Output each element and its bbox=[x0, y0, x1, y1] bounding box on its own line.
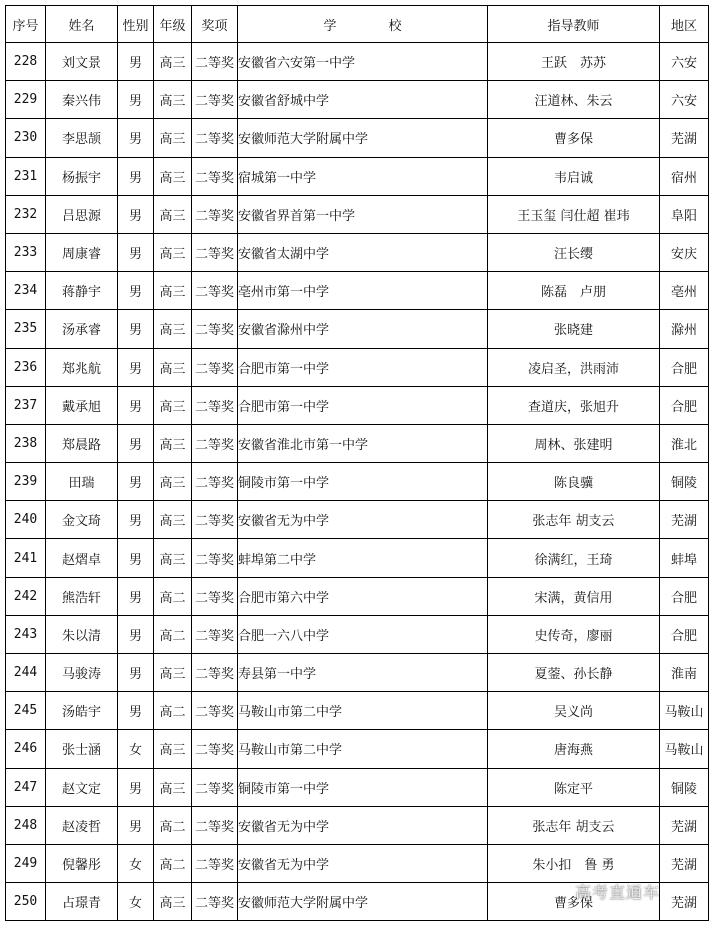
seq-cell: 231 bbox=[6, 157, 46, 195]
teacher-cell: 宋满，黄信用 bbox=[488, 577, 660, 615]
region-cell: 合肥 bbox=[660, 577, 709, 615]
school-cell: 合肥一六八中学 bbox=[238, 615, 488, 653]
region-cell: 滁州 bbox=[660, 310, 709, 348]
col-grade-header: 年级 bbox=[154, 6, 192, 43]
gender-cell: 男 bbox=[118, 501, 154, 539]
school-cell: 安徽师范大学附属中学 bbox=[238, 119, 488, 157]
seq-cell: 237 bbox=[6, 386, 46, 424]
gender-cell: 男 bbox=[118, 348, 154, 386]
col-name-header: 姓名 bbox=[46, 6, 118, 43]
name-cell: 马骏涛 bbox=[46, 654, 118, 692]
name-cell: 朱以清 bbox=[46, 615, 118, 653]
award-cell: 二等奖 bbox=[192, 883, 238, 921]
grade-cell: 高三 bbox=[154, 730, 192, 768]
seq-cell: 235 bbox=[6, 310, 46, 348]
teacher-cell: 夏蓥、孙长静 bbox=[488, 654, 660, 692]
region-cell: 安庆 bbox=[660, 233, 709, 271]
region-cell: 马鞍山 bbox=[660, 730, 709, 768]
school-cell: 合肥市第六中学 bbox=[238, 577, 488, 615]
award-cell: 二等奖 bbox=[192, 539, 238, 577]
gender-cell: 男 bbox=[118, 615, 154, 653]
name-cell: 汤承睿 bbox=[46, 310, 118, 348]
table-row bbox=[6, 844, 709, 882]
region-cell: 阜阳 bbox=[660, 195, 709, 233]
seq-cell: 233 bbox=[6, 233, 46, 271]
region-cell: 铜陵 bbox=[660, 463, 709, 501]
gender-cell: 女 bbox=[118, 730, 154, 768]
teacher-cell: 曹多保 bbox=[488, 119, 660, 157]
school-cell: 亳州市第一中学 bbox=[238, 272, 488, 310]
award-cell: 二等奖 bbox=[192, 692, 238, 730]
gender-cell: 男 bbox=[118, 768, 154, 806]
name-cell: 蒋静宇 bbox=[46, 272, 118, 310]
seq-cell: 238 bbox=[6, 424, 46, 462]
table-row bbox=[6, 463, 709, 501]
name-cell: 赵凌哲 bbox=[46, 806, 118, 844]
seq-cell: 249 bbox=[6, 844, 46, 882]
seq-cell: 248 bbox=[6, 806, 46, 844]
name-cell: 金文琦 bbox=[46, 501, 118, 539]
award-cell: 二等奖 bbox=[192, 768, 238, 806]
grade-cell: 高三 bbox=[154, 310, 192, 348]
name-cell: 熊浩轩 bbox=[46, 577, 118, 615]
award-cell: 二等奖 bbox=[192, 424, 238, 462]
grade-cell: 高三 bbox=[154, 501, 192, 539]
table-body bbox=[6, 43, 709, 921]
award-cell: 二等奖 bbox=[192, 386, 238, 424]
school-cell: 合肥市第一中学 bbox=[238, 386, 488, 424]
award-cell: 二等奖 bbox=[192, 310, 238, 348]
name-cell: 汤皓宇 bbox=[46, 692, 118, 730]
col-award-header: 奖项 bbox=[192, 6, 238, 43]
seq-cell: 241 bbox=[6, 539, 46, 577]
school-cell: 马鞍山市第二中学 bbox=[238, 730, 488, 768]
grade-cell: 高三 bbox=[154, 119, 192, 157]
watermark-text: 高考直通车 bbox=[575, 883, 661, 902]
table-row bbox=[6, 386, 709, 424]
table-row bbox=[6, 654, 709, 692]
school-cell: 马鞍山市第二中学 bbox=[238, 692, 488, 730]
school-cell: 安徽省无为中学 bbox=[238, 806, 488, 844]
gender-cell: 女 bbox=[118, 883, 154, 921]
teacher-cell: 张晓建 bbox=[488, 310, 660, 348]
name-cell: 倪馨彤 bbox=[46, 844, 118, 882]
grade-cell: 高三 bbox=[154, 386, 192, 424]
grade-cell: 高三 bbox=[154, 654, 192, 692]
teacher-cell: 凌启圣，洪雨沛 bbox=[488, 348, 660, 386]
school-cell: 安徽省六安第一中学 bbox=[238, 43, 488, 81]
teacher-cell: 王跃 苏苏 bbox=[488, 43, 660, 81]
grade-cell: 高三 bbox=[154, 233, 192, 271]
name-cell: 田瑞 bbox=[46, 463, 118, 501]
table-row bbox=[6, 501, 709, 539]
school-cell: 铜陵市第一中学 bbox=[238, 768, 488, 806]
table-row bbox=[6, 233, 709, 271]
name-cell: 李思颉 bbox=[46, 119, 118, 157]
header-row bbox=[6, 6, 709, 43]
grade-cell: 高三 bbox=[154, 768, 192, 806]
award-cell: 二等奖 bbox=[192, 348, 238, 386]
school-cell: 安徽省淮北市第一中学 bbox=[238, 424, 488, 462]
grade-cell: 高二 bbox=[154, 806, 192, 844]
school-cell: 合肥市第一中学 bbox=[238, 348, 488, 386]
gender-cell: 女 bbox=[118, 844, 154, 882]
region-cell: 芜湖 bbox=[660, 119, 709, 157]
award-cell: 二等奖 bbox=[192, 577, 238, 615]
school-cell: 安徽省界首第一中学 bbox=[238, 195, 488, 233]
teacher-cell: 张志年 胡支云 bbox=[488, 501, 660, 539]
name-cell: 郑晨路 bbox=[46, 424, 118, 462]
table-header bbox=[6, 6, 709, 43]
teacher-cell: 陈定平 bbox=[488, 768, 660, 806]
seq-cell: 230 bbox=[6, 119, 46, 157]
school-cell: 安徽省无为中学 bbox=[238, 501, 488, 539]
teacher-cell: 张志年 胡支云 bbox=[488, 806, 660, 844]
region-cell: 宿州 bbox=[660, 157, 709, 195]
grade-cell: 高三 bbox=[154, 883, 192, 921]
grade-cell: 高三 bbox=[154, 424, 192, 462]
award-cell: 二等奖 bbox=[192, 654, 238, 692]
gender-cell: 男 bbox=[118, 272, 154, 310]
award-cell: 二等奖 bbox=[192, 272, 238, 310]
seq-cell: 250 bbox=[6, 883, 46, 921]
award-cell: 二等奖 bbox=[192, 730, 238, 768]
grade-cell: 高三 bbox=[154, 43, 192, 81]
school-cell: 安徽省舒城中学 bbox=[238, 81, 488, 119]
name-cell: 杨振宇 bbox=[46, 157, 118, 195]
table-row bbox=[6, 883, 709, 921]
school-cell: 安徽师范大学附属中学 bbox=[238, 883, 488, 921]
award-cell: 二等奖 bbox=[192, 119, 238, 157]
table-row bbox=[6, 424, 709, 462]
seq-cell: 243 bbox=[6, 615, 46, 653]
grade-cell: 高二 bbox=[154, 615, 192, 653]
table-row bbox=[6, 768, 709, 806]
teacher-cell: 陈磊 卢朋 bbox=[488, 272, 660, 310]
teacher-cell: 陈良骥 bbox=[488, 463, 660, 501]
region-cell: 六安 bbox=[660, 81, 709, 119]
gender-cell: 男 bbox=[118, 463, 154, 501]
region-cell: 淮北 bbox=[660, 424, 709, 462]
teacher-cell: 朱小扣 鲁 勇 bbox=[488, 844, 660, 882]
name-cell: 郑兆航 bbox=[46, 348, 118, 386]
table-row bbox=[6, 81, 709, 119]
seq-cell: 239 bbox=[6, 463, 46, 501]
award-cell: 二等奖 bbox=[192, 615, 238, 653]
region-cell: 芜湖 bbox=[660, 883, 709, 921]
region-cell: 六安 bbox=[660, 43, 709, 81]
award-cell: 二等奖 bbox=[192, 844, 238, 882]
grade-cell: 高二 bbox=[154, 692, 192, 730]
name-cell: 赵文定 bbox=[46, 768, 118, 806]
table-row bbox=[6, 310, 709, 348]
name-cell: 张士涵 bbox=[46, 730, 118, 768]
award-roster-table bbox=[5, 5, 709, 921]
gender-cell: 男 bbox=[118, 806, 154, 844]
name-cell: 秦兴伟 bbox=[46, 81, 118, 119]
seq-cell: 244 bbox=[6, 654, 46, 692]
col-teacher-header: 指导教师 bbox=[488, 6, 660, 43]
region-cell: 芜湖 bbox=[660, 501, 709, 539]
seq-cell: 247 bbox=[6, 768, 46, 806]
gender-cell: 男 bbox=[118, 577, 154, 615]
award-cell: 二等奖 bbox=[192, 157, 238, 195]
teacher-cell: 韦启诚 bbox=[488, 157, 660, 195]
seq-cell: 246 bbox=[6, 730, 46, 768]
grade-cell: 高三 bbox=[154, 539, 192, 577]
table-row bbox=[6, 157, 709, 195]
grade-cell: 高三 bbox=[154, 81, 192, 119]
gender-cell: 男 bbox=[118, 310, 154, 348]
region-cell: 合肥 bbox=[660, 386, 709, 424]
grade-cell: 高三 bbox=[154, 463, 192, 501]
gender-cell: 男 bbox=[118, 43, 154, 81]
school-cell: 宿城第一中学 bbox=[238, 157, 488, 195]
table-row bbox=[6, 577, 709, 615]
school-cell: 铜陵市第一中学 bbox=[238, 463, 488, 501]
award-cell: 二等奖 bbox=[192, 501, 238, 539]
region-cell: 芜湖 bbox=[660, 844, 709, 882]
teacher-cell: 汪道林、朱云 bbox=[488, 81, 660, 119]
region-cell: 蚌埠 bbox=[660, 539, 709, 577]
teacher-cell: 曹多保 bbox=[488, 883, 660, 921]
table-row bbox=[6, 806, 709, 844]
name-cell: 戴承旭 bbox=[46, 386, 118, 424]
gender-cell: 男 bbox=[118, 424, 154, 462]
grade-cell: 高三 bbox=[154, 157, 192, 195]
table-row bbox=[6, 615, 709, 653]
region-cell: 合肥 bbox=[660, 615, 709, 653]
table-row bbox=[6, 348, 709, 386]
name-cell: 吕思源 bbox=[46, 195, 118, 233]
seq-cell: 229 bbox=[6, 81, 46, 119]
school-cell: 安徽省太湖中学 bbox=[238, 233, 488, 271]
seq-cell: 234 bbox=[6, 272, 46, 310]
award-cell: 二等奖 bbox=[192, 43, 238, 81]
teacher-cell: 查道庆，张旭升 bbox=[488, 386, 660, 424]
school-cell: 蚌埠第二中学 bbox=[238, 539, 488, 577]
name-cell: 赵熠卓 bbox=[46, 539, 118, 577]
seq-cell: 232 bbox=[6, 195, 46, 233]
table-row bbox=[6, 272, 709, 310]
gender-cell: 男 bbox=[118, 233, 154, 271]
gender-cell: 男 bbox=[118, 195, 154, 233]
grade-cell: 高二 bbox=[154, 577, 192, 615]
col-gender-header: 性别 bbox=[118, 6, 154, 43]
teacher-cell: 徐满红，王琦 bbox=[488, 539, 660, 577]
award-cell: 二等奖 bbox=[192, 806, 238, 844]
teacher-cell: 史传奇，廖丽 bbox=[488, 615, 660, 653]
teacher-cell: 吴义尚 bbox=[488, 692, 660, 730]
table-row bbox=[6, 539, 709, 577]
col-region-header: 地区 bbox=[660, 6, 709, 43]
table-row bbox=[6, 195, 709, 233]
seq-cell: 228 bbox=[6, 43, 46, 81]
award-cell: 二等奖 bbox=[192, 463, 238, 501]
award-cell: 二等奖 bbox=[192, 81, 238, 119]
award-cell: 二等奖 bbox=[192, 233, 238, 271]
grade-cell: 高三 bbox=[154, 272, 192, 310]
gender-cell: 男 bbox=[118, 692, 154, 730]
school-cell: 安徽省滁州中学 bbox=[238, 310, 488, 348]
teacher-cell: 汪长缨 bbox=[488, 233, 660, 271]
seq-cell: 236 bbox=[6, 348, 46, 386]
gender-cell: 男 bbox=[118, 654, 154, 692]
region-cell: 马鞍山 bbox=[660, 692, 709, 730]
region-cell: 芜湖 bbox=[660, 806, 709, 844]
gender-cell: 男 bbox=[118, 539, 154, 577]
region-cell: 铜陵 bbox=[660, 768, 709, 806]
name-cell: 刘文景 bbox=[46, 43, 118, 81]
teacher-cell: 周林、张建明 bbox=[488, 424, 660, 462]
region-cell: 亳州 bbox=[660, 272, 709, 310]
name-cell: 周康睿 bbox=[46, 233, 118, 271]
school-cell: 寿县第一中学 bbox=[238, 654, 488, 692]
grade-cell: 高三 bbox=[154, 348, 192, 386]
table-row bbox=[6, 730, 709, 768]
grade-cell: 高二 bbox=[154, 844, 192, 882]
table-row bbox=[6, 43, 709, 81]
name-cell: 占璟青 bbox=[46, 883, 118, 921]
award-cell: 二等奖 bbox=[192, 195, 238, 233]
table-row bbox=[6, 692, 709, 730]
gender-cell: 男 bbox=[118, 157, 154, 195]
gender-cell: 男 bbox=[118, 119, 154, 157]
school-cell: 安徽省无为中学 bbox=[238, 844, 488, 882]
table-row bbox=[6, 119, 709, 157]
gender-cell: 男 bbox=[118, 81, 154, 119]
region-cell: 合肥 bbox=[660, 348, 709, 386]
seq-cell: 240 bbox=[6, 501, 46, 539]
teacher-cell: 唐海燕 bbox=[488, 730, 660, 768]
seq-cell: 242 bbox=[6, 577, 46, 615]
col-school-header: 学 校 bbox=[238, 6, 488, 43]
teacher-cell: 王玉玺 闫仕超 崔玮 bbox=[488, 195, 660, 233]
gender-cell: 男 bbox=[118, 386, 154, 424]
seq-cell: 245 bbox=[6, 692, 46, 730]
region-cell: 淮南 bbox=[660, 654, 709, 692]
grade-cell: 高三 bbox=[154, 195, 192, 233]
col-seq-header: 序号 bbox=[6, 6, 46, 43]
